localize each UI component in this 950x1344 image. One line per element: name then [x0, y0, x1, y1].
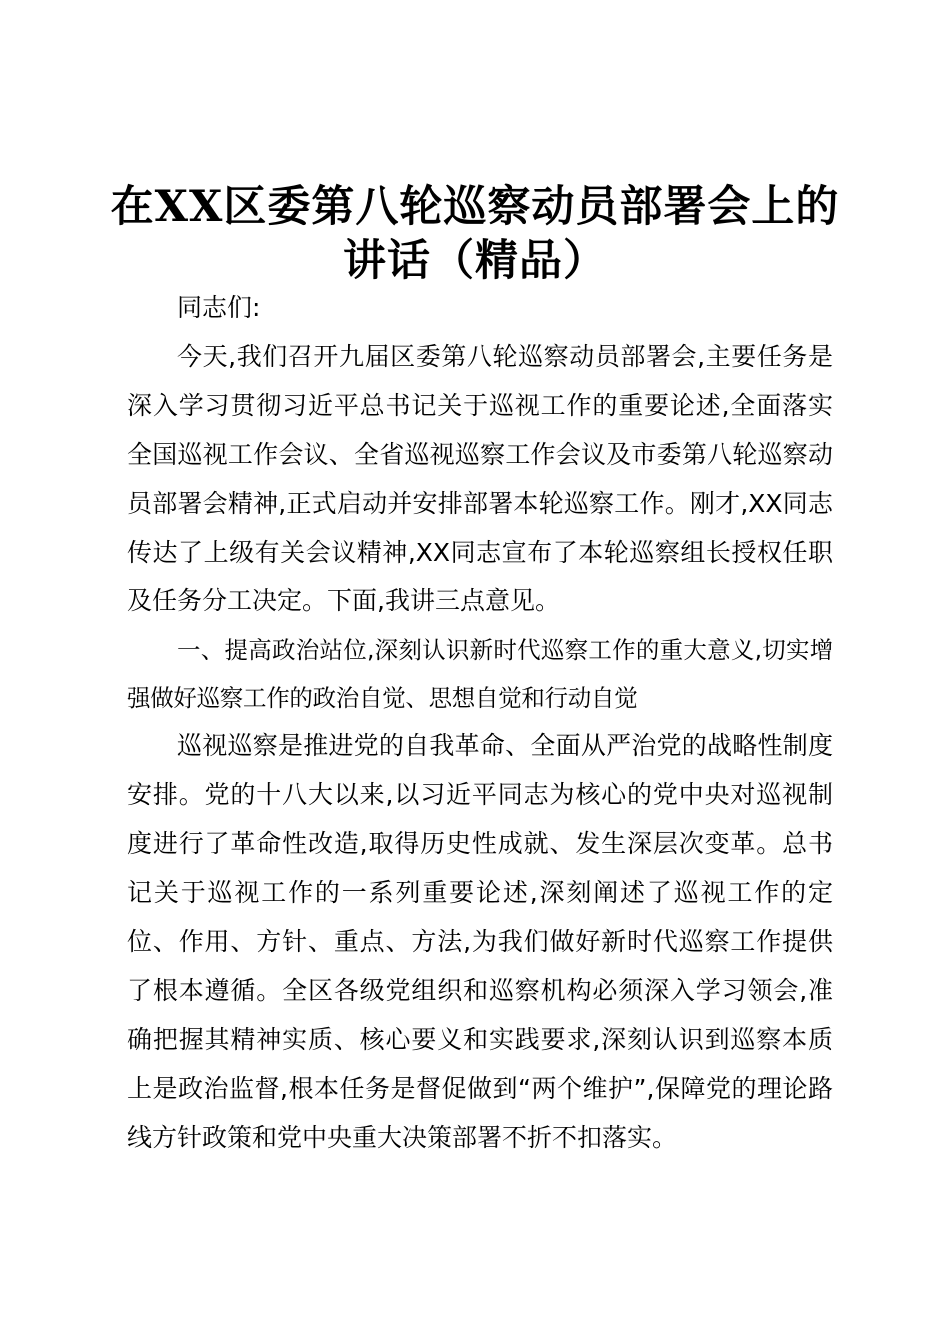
salutation: 同志们: [177, 293, 261, 322]
paragraph-section-1: 巡视巡察是推进党的自我革命、全面从严治党的战略性制度安排。党的十八大以来,以习近平同志为核心的党中央对巡视制度进行了革命性改造,取得历史性成就、发生深层次变革。总书记关于巡视工作的一系列重要论述,深刻阐述了巡视工作的定位、作用、方针、重点、方法,为我们做好新时代巡察工作提供了根本遵循。全区各级党组织和巡察机构必须深入学习领会,准确把握其精神实质、核心要义和实践要求,深刻认识到巡察本质上是政治监督,根本任务是督促做到“两个维护”,保障党的理论路线方针政策和党中央重大决策部署不折不扣落实。 [127, 731, 833, 1152]
paragraph-opening: 今天,我们召开九届区委第八轮巡察动员部署会,主要任务是深入学习贯彻习近平总书记关于巡视工作的重要论述,全面落实全国巡视工作会议、全省巡视巡察工作会议及市委第八轮巡察动员部署会精神,正式启动并安排部署本轮巡察工作。刚才,XX同志传达了上级有关会议精神,XX同志宣布了本轮巡察组长授权任职及任务分工决定。下面,我讲三点意见。 [127, 341, 833, 616]
document-body [127, 284, 833, 1163]
section-heading-1: 一、提高政治站位,深刻认识新时代巡察工作的重大意义,切实增强做好巡察工作的政治自觉、思想自觉和行动自觉 [127, 636, 833, 713]
title-line-2: 讲话（精品） [343, 236, 607, 286]
title-line-1: 在XX区委第八轮巡察动员部署会上的 [110, 182, 840, 232]
document-title [110, 180, 840, 288]
